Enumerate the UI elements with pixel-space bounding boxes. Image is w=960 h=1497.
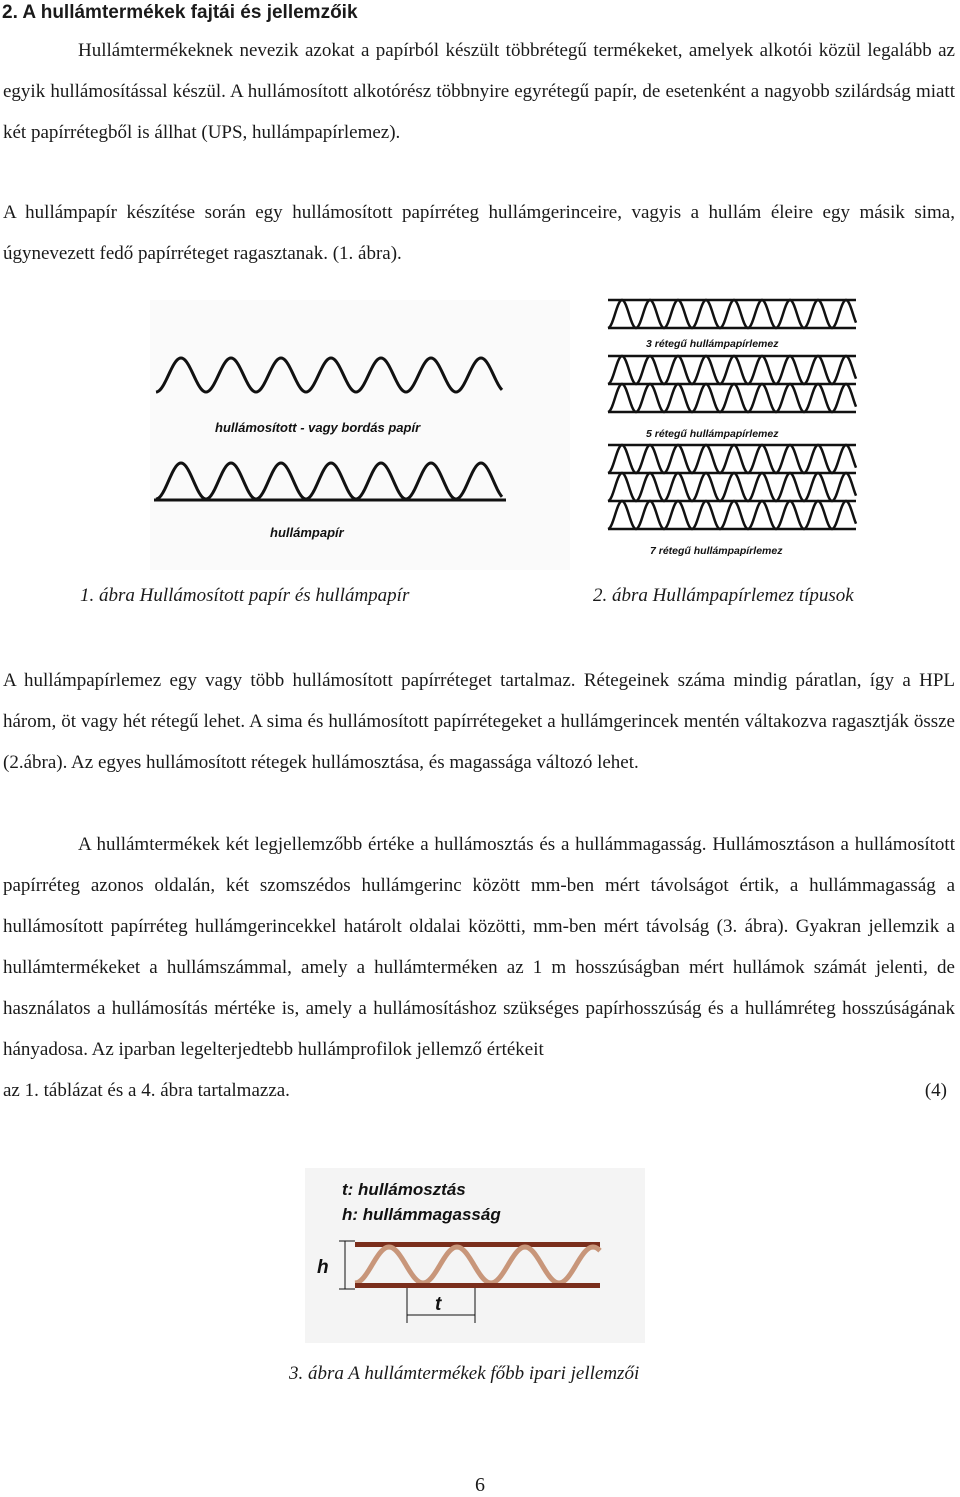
legend-height: h: hullámmagasság — [342, 1205, 501, 1224]
section-heading: 2. A hullámtermékek fajtái és jellemzőik — [2, 2, 358, 23]
flute-wave — [608, 473, 856, 501]
paragraph-board-layers: A hullámpapírlemez egy vagy több hullámosított papírréteget tartalmaz. Rétegeinek száma mindig páratlan, így a HPL három, öt vagy hét rétegű lehet. A sima és hullámosított papírrétegeket a hullámgerincek mentén váltakozva ragasztják össze (2.ábra). Az egyes hullámosított rétegek hullámosztása, és magassága változó lehet. — [3, 670, 955, 773]
corrugated-paper-label: hullámpapír — [270, 525, 344, 540]
paragraph-corrugated-paper: A hullámpapír készítése során egy hullámosított papírréteg hullámgerinceire, vagyis a hullám éleire egy másik sima, úgynevezett fedő papírréteget ragasztanak. (1. ábra). — [3, 202, 955, 264]
legend-pitch: t: hullámosztás — [342, 1180, 466, 1199]
three-layer-board — [608, 300, 856, 328]
figure-2-caption: 2. ábra Hullámpapírlemez típusok — [593, 585, 854, 606]
flute-wave — [608, 501, 856, 529]
paragraph-characteristics-end: az 1. táblázat és a 4. ábra tartalmazza. — [3, 1080, 290, 1101]
seven-layer-label: 7 rétegű hullámpapírlemez — [650, 545, 783, 557]
reference-number: (4) — [924, 1080, 947, 1101]
figure-3-flute-dimensions — [305, 1168, 645, 1343]
fluted-paper-label: hullámosított - vagy bordás papír — [215, 420, 421, 435]
paragraph-characteristics-last-line — [3, 1070, 955, 1111]
height-label: h — [317, 1257, 329, 1278]
five-layer-board — [608, 356, 856, 412]
figure-1-corrugated-paper — [150, 300, 570, 570]
seven-layer-board — [608, 445, 856, 529]
paragraph-definition: Hullámtermékeknek nevezik azokat a papírból készült többrétegű termékeket, amelyek alkotói közül legalább az egyik hullámosítással készül. A hullámosított alkotórész többnyire egyrétegű papír, de esetenként a nagyobb szilárdság miatt két papírrétegből is állhat (UPS, hullámpapírlemez). — [3, 40, 955, 143]
figure-2-board-types — [604, 295, 860, 565]
figure-1-caption: 1. ábra Hullámosított papír és hullámpapír — [80, 585, 410, 606]
page-number: 6 — [475, 1474, 485, 1496]
paragraph-characteristics-body: A hullámtermékek két legjellemzőbb értéke a hullámosztás és a hullámmagasság. Hullámosztáson a hullámosított papírréteg azonos oldalán, két szomszédos hullámgerinc között mm-ben mért távolságot értik, a hullámmagasság a hullámosított papírréteg hullámgerincekkel határolt oldalai közötti, mm-ben mért távolság (3. ábra). Gyakran jellemzik a hullámtermékeket a hullámszámmal, amely a hullámterméken az 1 m hosszúságban mért hullámok számát jelenti, de használatos a hullámosítás mértéke is, amely a hullámosításhoz szükséges papírhosszúság és a hullámréteg hosszúságának hányadosa. Az iparban legelterjedtebb hullámprofilok jellemző értékeit — [3, 834, 955, 1060]
flute-wave — [608, 445, 856, 473]
bottom-liner — [355, 1283, 600, 1288]
three-layer-label: 3 rétegű hullámpapírlemez — [646, 338, 779, 350]
pitch-label: t — [435, 1294, 442, 1315]
flute-wave — [608, 300, 856, 328]
five-layer-label: 5 rétegű hullámpapírlemez — [646, 428, 779, 440]
paragraph-characteristics — [3, 824, 955, 1111]
flute-wave — [608, 384, 856, 412]
flute-wave — [608, 356, 856, 384]
figure-3-caption: 3. ábra A hullámtermékek főbb ipari jellemzői — [289, 1363, 640, 1384]
